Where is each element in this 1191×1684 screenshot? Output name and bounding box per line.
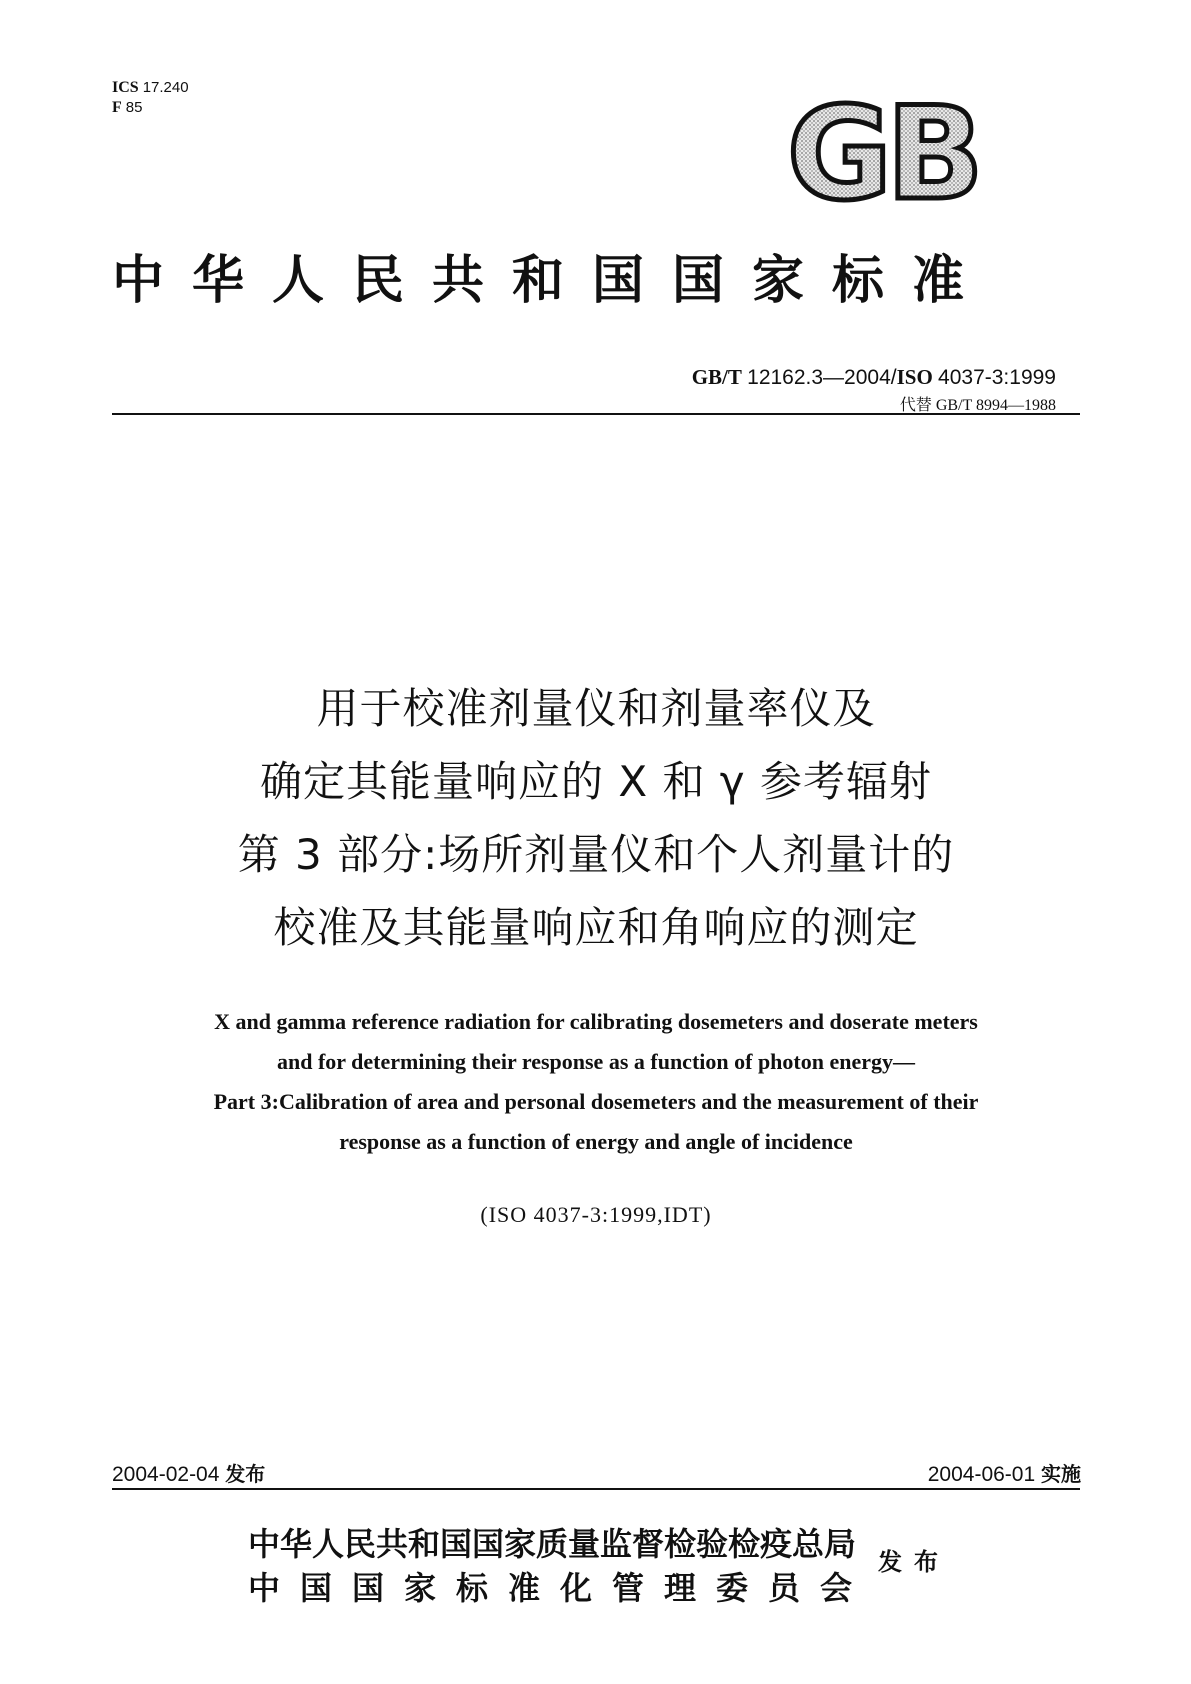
footer-divider <box>112 1488 1080 1490</box>
gb-logo-graphic <box>785 92 1015 212</box>
implementation-date <box>928 1458 1081 1487</box>
issuer-line-1: 中华人民共和国国家质量监督检验检疫总局 <box>248 1525 857 1563</box>
english-title-line-1: X and gamma reference radiation for calibrating dosemeters and doserate meters <box>214 1009 978 1034</box>
ics-code: 17.240 <box>142 79 189 96</box>
replaces-standard: 代替 GB/T 8994—1988 <box>899 397 1056 414</box>
standard-prefix: GB/T <box>691 365 742 389</box>
issuing-authorities <box>248 1522 872 1610</box>
chinese-title-line-4: 校准及其能量响应和角响应的测定 <box>273 903 919 952</box>
english-title <box>100 1002 1092 1162</box>
ccs-line <box>112 98 189 118</box>
standard-number <box>692 365 1056 390</box>
standard-num: 12162.3—2004/ <box>747 366 897 389</box>
classification-codes <box>112 78 189 118</box>
publish-label: 发布 <box>878 1548 950 1576</box>
iso-number: 4037-3:1999 <box>938 366 1056 389</box>
ccs-code: 85 <box>125 99 143 116</box>
chinese-title <box>112 672 1080 964</box>
issue-date <box>112 1458 265 1487</box>
header-divider <box>112 413 1080 415</box>
issue-date-value: 2004-02-04 <box>112 1463 220 1486</box>
implementation-label: 实施 <box>1041 1462 1081 1486</box>
gb-logo <box>785 92 1015 212</box>
iso-prefix: ISO <box>896 365 933 389</box>
iso-equivalence: (ISO 4037-3:1999,IDT) <box>480 1202 712 1227</box>
chinese-title-line-1: 用于校准剂量仪和剂量率仪及 <box>316 684 876 733</box>
issuer-line-2: 中国国家标准化管理委员会 <box>248 1569 873 1607</box>
english-title-line-4: response as a function of energy and angle of incidence <box>339 1129 853 1154</box>
chinese-title-line-3: 第 3 部分:场所剂量仪和个人剂量计的 <box>237 830 955 879</box>
ics-label: ICS <box>112 79 139 96</box>
implementation-date-value: 2004-06-01 <box>927 1463 1036 1486</box>
gb-logo-text: GB <box>787 92 978 212</box>
ccs-label: F <box>112 99 122 116</box>
issue-label: 发布 <box>225 1462 266 1486</box>
national-standard-title: 中华人民共和国国家标准 <box>112 251 993 311</box>
english-title-line-2: and for determining their response as a function of photon energy— <box>276 1049 916 1074</box>
english-title-line-3: Part 3:Calibration of area and personal dosemeters and the measurement of their <box>213 1089 979 1114</box>
chinese-title-line-2: 确定其能量响应的 X 和 γ 参考辐射 <box>259 757 933 806</box>
ics-line <box>112 78 189 98</box>
